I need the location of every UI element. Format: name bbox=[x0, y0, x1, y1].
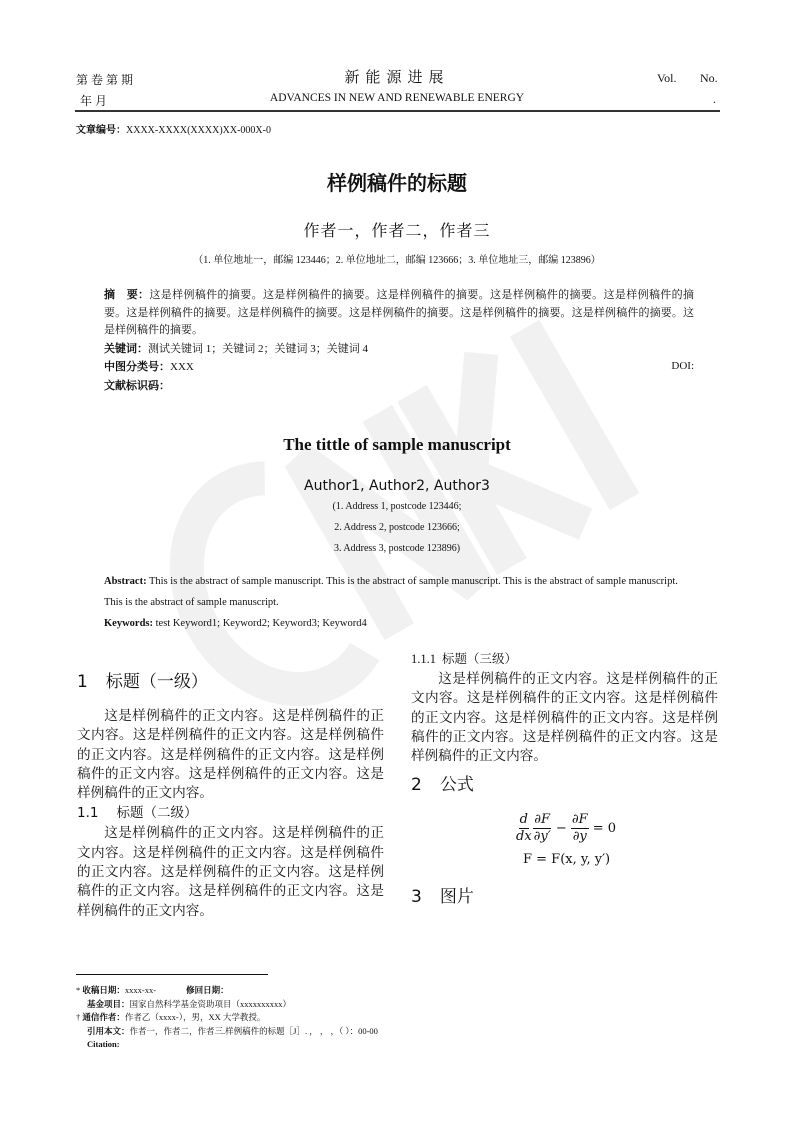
footnote-dates bbox=[76, 984, 378, 998]
clc-number bbox=[104, 358, 194, 377]
received-date: xxxx-xx- bbox=[124, 985, 157, 995]
star-mark: * bbox=[76, 985, 81, 995]
abstract-en-label: Abstract: bbox=[104, 576, 147, 587]
clc-label: 中图分类号： bbox=[104, 360, 170, 373]
document-code-label: 文献标识码： bbox=[104, 378, 170, 392]
revised-label: 修回日期： bbox=[186, 986, 229, 996]
no-label: No. bbox=[700, 71, 718, 85]
section-1-1-1-title: 标题（三级） bbox=[442, 652, 518, 666]
section-2-heading bbox=[411, 773, 718, 797]
eq-numerator: ∂F bbox=[571, 812, 588, 828]
title-cn: 样例稿件的标题 bbox=[327, 171, 467, 195]
footnotes bbox=[76, 984, 378, 1051]
body-columns bbox=[77, 650, 718, 920]
abstract-en-text: This is the abstract of sample manuscript. This is the abstract of sample manuscript. This is the abstract of sample manuscript. This is the abstract of sample manuscript. bbox=[104, 576, 678, 608]
keywords-cn-text: 测试关键词 1；关键词 2；关键词 3；关键词 4 bbox=[148, 342, 368, 355]
keywords-en-text: test Keyword1; Keyword2; Keyword3; Keyword4 bbox=[153, 618, 367, 629]
equation-2: F = F(x, y, y′) bbox=[523, 852, 611, 868]
section-1-1-number: 1.1 bbox=[77, 805, 99, 822]
section-3-title: 图片 bbox=[439, 887, 474, 908]
authors-en: Author1, Author2, Author3 bbox=[304, 478, 490, 494]
eq-denominator: dx bbox=[516, 829, 532, 845]
corresponding-label: 通信作者： bbox=[82, 1013, 125, 1023]
article-number bbox=[76, 124, 794, 138]
abstract-cn-label: 摘 要： bbox=[104, 288, 150, 301]
right-column bbox=[411, 650, 718, 920]
journal-title-cn: 新能源进展 bbox=[344, 70, 450, 86]
volume-issue-cn: 第 卷 第 期 bbox=[76, 73, 134, 87]
equation-1 bbox=[515, 811, 718, 847]
eq-denominator: ∂y′ bbox=[533, 829, 551, 845]
title-en: The tittle of sample manuscript bbox=[283, 435, 511, 454]
footnote-fund bbox=[76, 998, 378, 1012]
article-number-label: 文章编号： bbox=[76, 125, 126, 136]
header-dot: . bbox=[713, 92, 716, 106]
fraction-dF-dyprime bbox=[533, 812, 552, 845]
footnote-rule bbox=[76, 974, 268, 975]
article-flow bbox=[0, 122, 794, 920]
section-1-1-1-heading bbox=[411, 650, 718, 669]
section-1-1-heading bbox=[77, 804, 384, 823]
doi-label: DOI: bbox=[671, 360, 694, 372]
eq-denominator: ∂y bbox=[572, 829, 587, 845]
corresponding-text: 作者乙（xxxx-），男，XX 大学教授。 bbox=[124, 1012, 266, 1022]
eq-equals-zero: = 0 bbox=[592, 821, 617, 837]
abstract-cn-text: 这是样例稿件的摘要。这是样例稿件的摘要。这是样例稿件的摘要。这是样例稿件的摘要。这是样例稿件的摘要。这是样例稿件的摘要。这是样例稿件的摘要。这是样例稿件的摘要。这是样例稿件的摘要。这是样例稿件的摘要。这是样例稿件的摘要。 bbox=[104, 289, 695, 336]
fund-text: 国家自然科学基金资助项目（xxxxxxxxxx） bbox=[129, 998, 292, 1009]
affiliation-en-1: (1. Address 1, postcode 123446; bbox=[332, 501, 462, 512]
keywords-cn bbox=[104, 340, 694, 359]
journal-title-en: ADVANCES IN NEW AND RENEWABLE ENERGY bbox=[269, 92, 525, 104]
cite-label: 引用本文： bbox=[87, 1026, 130, 1037]
footnote-corresponding bbox=[76, 1011, 378, 1025]
clc-row bbox=[104, 358, 694, 377]
clc-value: XXX bbox=[170, 361, 194, 373]
section-3-number: 3 bbox=[411, 887, 422, 908]
section-2-title: 公式 bbox=[439, 775, 474, 796]
abstract-cn bbox=[104, 286, 694, 340]
section-1-1-1-number: 1.1.1 bbox=[411, 652, 436, 666]
article-number-value: XXXX-XXXX(XXXX)XX-000X-0 bbox=[126, 125, 271, 136]
citation-label: Citation: bbox=[87, 1039, 120, 1049]
fund-label: 基金项目： bbox=[87, 999, 130, 1010]
footnote-cite bbox=[76, 1025, 378, 1039]
fraction-dF-dy bbox=[571, 812, 589, 845]
section-1-title: 标题（一级） bbox=[105, 672, 208, 692]
authors-cn: 作者一，作者二，作者三 bbox=[303, 221, 491, 240]
section-2-number: 2 bbox=[411, 775, 422, 796]
section-1-1-title: 标题（二级） bbox=[116, 805, 198, 822]
cite-text: 作者一，作者二，作者三.样例稿件的标题［J］. ， ， ，（ ）：00-00 bbox=[129, 1025, 378, 1036]
keywords-cn-label: 关键词： bbox=[104, 341, 148, 355]
left-column bbox=[77, 650, 384, 920]
eq-numerator: ∂F bbox=[534, 812, 551, 828]
keywords-en bbox=[104, 613, 694, 634]
affiliation-en-2: 2. Address 2, postcode 123666; bbox=[334, 522, 460, 533]
affiliations-cn: （1. 单位地址一，邮编 123446；2. 单位地址二，邮编 123666；3. 单位地址三，邮编 123896） bbox=[193, 255, 601, 266]
dagger-mark: † bbox=[76, 1012, 81, 1022]
eq-numerator: d bbox=[519, 812, 528, 828]
year-month-cn: 年 月 bbox=[80, 94, 108, 108]
keywords-en-label: Keywords: bbox=[104, 618, 153, 629]
header-rule bbox=[75, 110, 720, 112]
affiliation-en-3: 3. Address 3, postcode 123896) bbox=[333, 543, 461, 554]
abstract-en bbox=[104, 571, 694, 613]
section-1-number: 1 bbox=[77, 672, 88, 692]
section-3-heading bbox=[411, 885, 718, 909]
section-1-heading bbox=[77, 670, 384, 694]
section-1-body: 这是样例稿件的正文内容。这是样例稿件的正文内容。这是样例稿件的正文内容。这是样例稿件的正文内容。这是样例稿件的正文内容。这是样例稿件的正文内容。这是样例稿件的正文内容。这是样例稿件的正文内容。 bbox=[77, 708, 384, 801]
section-1-1-1-body: 这是样例稿件的正文内容。这是样例稿件的正文内容。这是样例稿件的正文内容。这是样例稿件的正文内容。这是样例稿件的正文内容。这是样例稿件的正文内容。这是样例稿件的正文内容。这是样例稿件的正文内容。 bbox=[411, 671, 718, 764]
fraction-d-dx bbox=[515, 812, 533, 845]
vol-label: Vol. bbox=[657, 71, 677, 85]
eq-minus: − bbox=[555, 821, 567, 837]
section-1-1-body: 这是样例稿件的正文内容。这是样例稿件的正文内容。这是样例稿件的正文内容。这是样例稿件的正文内容。这是样例稿件的正文内容。这是样例稿件的正文内容。这是样例稿件的正文内容。这是样例稿件的正文内容。 bbox=[77, 825, 384, 918]
received-label: 收稿日期： bbox=[82, 986, 125, 996]
